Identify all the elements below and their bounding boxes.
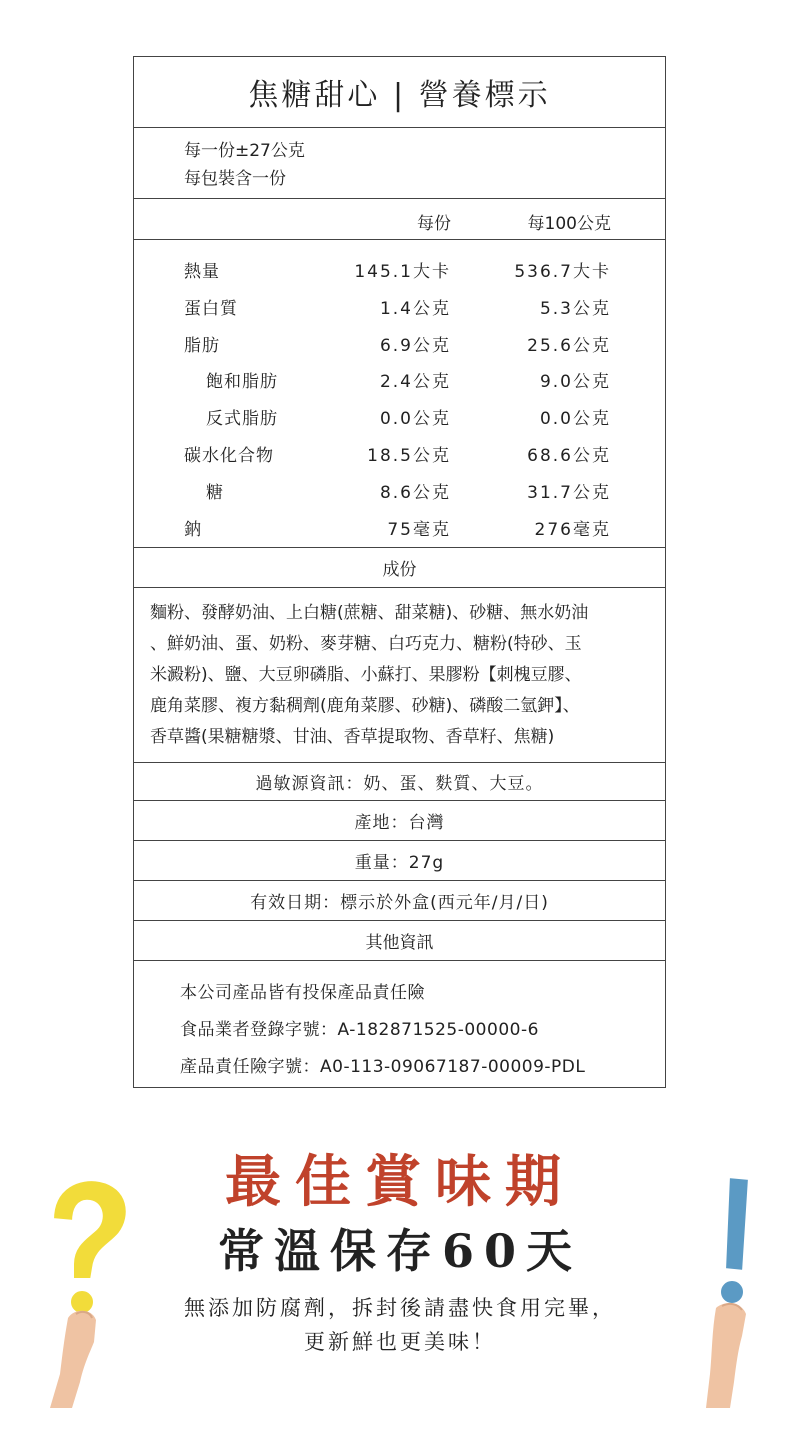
column-per-100g: 每100公克 <box>527 214 611 234</box>
expiry-row <box>134 881 665 921</box>
exclamation-mark-icon <box>680 1168 770 1408</box>
question-mark-icon <box>30 1168 140 1408</box>
other-info-heading-text: 其他資訊 <box>365 933 434 953</box>
nutrient-name: 蛋白質 <box>184 298 238 319</box>
label-title: 焦糖甜心 | 營養標示 <box>248 78 551 113</box>
nutrient-per-100g: 68.6公克 <box>527 446 611 466</box>
weight-info: 重量：27g <box>354 853 445 873</box>
nutrient-name: 熱量 <box>184 262 220 282</box>
insurance-number: 產品責任險字號：A0-113-09067187-00009-PDL <box>180 1057 586 1077</box>
column-header-row <box>134 199 665 240</box>
ingredients-list <box>134 588 665 763</box>
promo-line-1: 無添加防腐劑，拆封後請盡快食用完畢， <box>184 1296 616 1320</box>
nutrient-per-serving: 0.0公克 <box>379 409 451 430</box>
promo-line-2: 更新鮮也更美味！ <box>304 1330 496 1354</box>
weight-row <box>134 841 665 881</box>
allergen-row <box>134 763 665 801</box>
nutrient-per-100g: 25.6公克 <box>527 335 611 356</box>
other-info-list <box>134 961 665 1087</box>
nutrient-per-serving: 8.6公克 <box>379 482 451 503</box>
nutrient-per-100g: 536.7大卡 <box>514 262 611 282</box>
origin-row <box>134 801 665 841</box>
nutrient-per-serving: 75毫克 <box>387 519 451 540</box>
registration-number: 食品業者登錄字號：A-182871525-00000-6 <box>180 1020 539 1040</box>
nutrient-name: 脂肪 <box>184 335 220 356</box>
nutrient-name: 飽和脂肪 <box>206 372 278 393</box>
ingredients-heading <box>134 548 665 588</box>
expiry-info: 有效日期：標示於外盒(西元年/月/日) <box>250 893 549 913</box>
ingredients-line: 香草醬(果糖糖漿、甘油、香草提取物、香草籽、焦糖) <box>150 727 555 747</box>
promo-subheadline: 常溫保存60天 <box>217 1224 582 1278</box>
nutrient-name: 反式脂肪 <box>206 409 278 430</box>
column-per-serving: 每份 <box>417 214 451 234</box>
ingredients-line: 米澱粉)、鹽、大豆卵磷脂、小蘇打、果膠粉【刺槐豆膠、 <box>150 665 582 685</box>
ingredients-heading-text: 成份 <box>382 560 417 580</box>
nutrient-per-serving: 18.5公克 <box>367 446 451 466</box>
other-info-heading <box>134 921 665 961</box>
nutrient-name: 鈉 <box>184 519 202 540</box>
insurance-note: 本公司產品皆有投保產品責任險 <box>180 983 425 1003</box>
nutrient-per-serving: 145.1大卡 <box>354 262 451 282</box>
ingredients-line: 、鮮奶油、蛋、奶粉、麥芽糖、白巧克力、糖粉(特砂、玉 <box>150 634 582 654</box>
servings-per-package: 每包裝含一份 <box>184 169 286 189</box>
nutrient-per-100g: 31.7公克 <box>527 482 611 503</box>
ingredients-line: 麵粉、發酵奶油、上白糖(蔗糖、甜菜糖)、砂糖、無水奶油 <box>150 603 589 623</box>
ingredients-line: 鹿角菜膠、複方黏稠劑(鹿角菜膠、砂糖)、磷酸二氫鉀】、 <box>150 696 580 716</box>
nutrient-per-100g: 276毫克 <box>534 519 611 540</box>
nutrient-per-serving: 1.4公克 <box>379 298 451 319</box>
allergen-info: 過敏源資訊：奶、蛋、麩質、大豆。 <box>255 774 544 794</box>
label-header <box>134 57 665 128</box>
nutrient-per-100g: 5.3公克 <box>539 298 611 319</box>
nutrient-per-100g: 9.0公克 <box>539 372 611 393</box>
nutrient-table <box>134 240 665 548</box>
nutrient-per-serving: 6.9公克 <box>379 335 451 356</box>
serving-size: 每一份±27公克 <box>184 141 305 161</box>
nutrient-name: 碳水化合物 <box>184 446 274 466</box>
promo-headline: 最佳賞味期 <box>225 1149 575 1215</box>
nutrient-per-100g: 0.0公克 <box>539 409 611 430</box>
nutrient-name: 糖 <box>206 482 224 503</box>
origin-info: 產地：台灣 <box>354 813 445 833</box>
nutrition-label <box>133 56 666 1088</box>
serving-info <box>134 128 665 199</box>
nutrient-per-serving: 2.4公克 <box>379 372 451 393</box>
